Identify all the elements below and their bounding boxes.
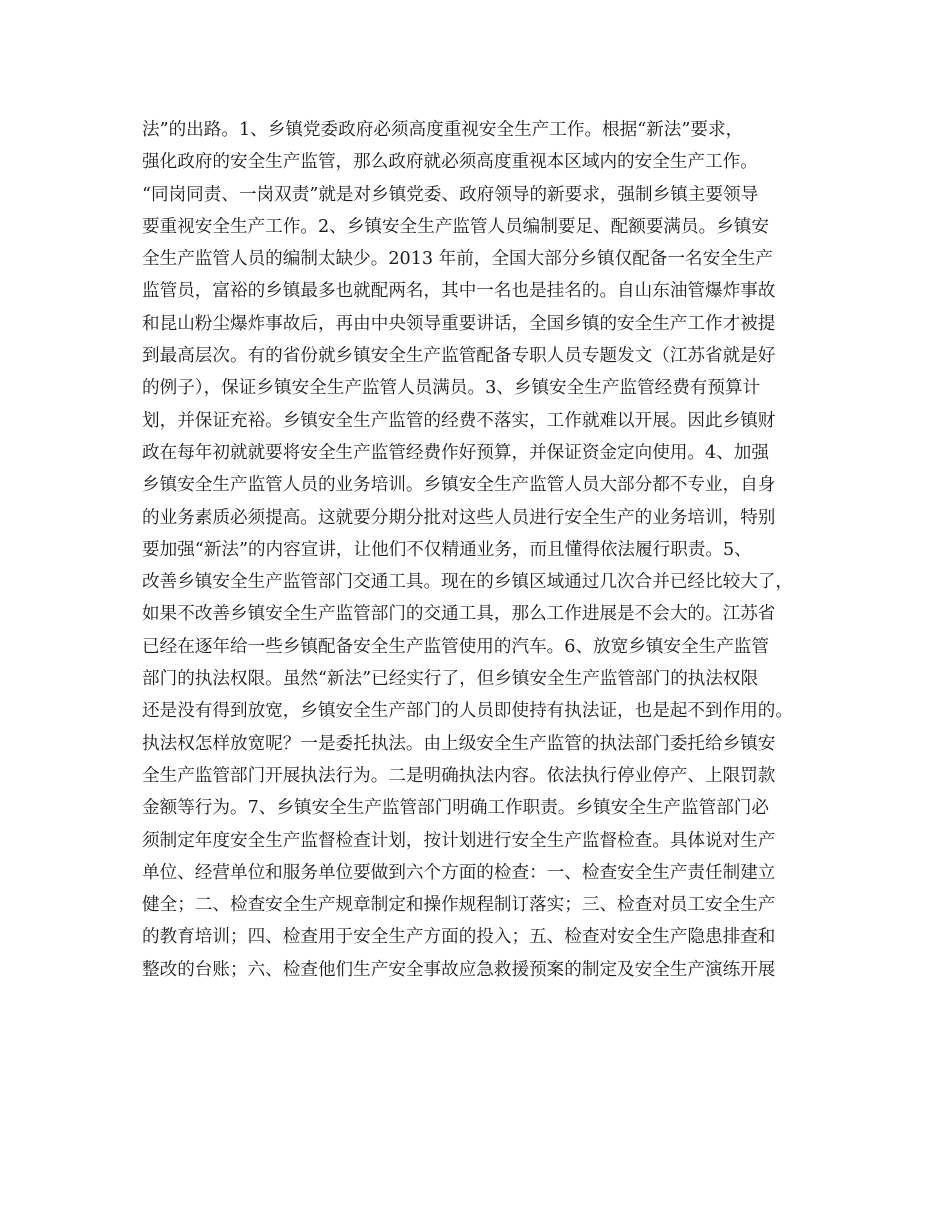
text-line-8: 到最高层次。有的省份就乡镇安全生产监管配备专职人员专题发文（江苏省就是好 bbox=[142, 346, 776, 367]
text-line-12: 乡镇安全生产监管人员的业务培训。乡镇安全生产监管人员大部分都不专业，自身 bbox=[142, 475, 776, 496]
text-line-17: 已经在逐年给一些乡镇配备安全生产监管使用的汽车。6、放宽乡镇安全生产监管 bbox=[142, 636, 769, 657]
text-line-19: 还是没有得到放宽，乡镇安全生产部门的人员即使持有执法证，也是起不到作用的。 bbox=[142, 701, 793, 722]
text-line-22: 金额等行为。7、乡镇安全生产监管部门明确工作职责。乡镇安全生产监管部门必 bbox=[142, 798, 769, 819]
text-line-11: 政在每年初就就要将安全生产监管经费作好预算，并保证资金定向使用。4、加强 bbox=[142, 442, 769, 463]
text-line-24: 单位、经营单位和服务单位要做到六个方面的检查：一、检查安全生产责任制建立 bbox=[142, 862, 776, 883]
text-line-26: 的教育培训；四、检查用于安全生产方面的投入；五、检查对安全生产隐患排查和 bbox=[142, 927, 776, 948]
text-line-27: 整改的台账；六、检查他们生产安全事故应急救援预案的制定及安全生产演练开展 bbox=[142, 959, 776, 980]
text-line-3: “同岗同责、一岗双责”就是对乡镇党委、政府领导的新要求，强制乡镇主要领导 bbox=[142, 184, 759, 205]
text-line-20: 执法权怎样放宽呢？一是委托执法。由上级安全生产监管的执法部门委托给乡镇安 bbox=[142, 733, 776, 754]
text-line-6: 监管员，富裕的乡镇最多也就配两名，其中一名也是挂名的。自山东油管爆炸事故 bbox=[142, 281, 776, 302]
text-line-13: 的业务素质必须提高。这就要分期分批对这些人员进行安全生产的业务培训，特别 bbox=[142, 507, 776, 528]
text-line-23: 须制定年度安全生产监督检查计划，按计划进行安全生产监督检查。具体说对生产 bbox=[142, 830, 776, 851]
body-text bbox=[142, 114, 832, 986]
text-line-15: 改善乡镇安全生产监管部门交通工具。现在的乡镇区域通过几次合并已经比较大了， bbox=[142, 572, 793, 593]
text-line-21: 全生产监管部门开展执法行为。二是明确执法内容。依法执行停业停产、上限罚款 bbox=[142, 765, 776, 786]
text-line-4: 要重视安全生产工作。2、乡镇安全生产监管人员编制要足、配额要满员。乡镇安 bbox=[142, 216, 769, 237]
text-line-9: 的例子），保证乡镇安全生产监管人员满员。3、乡镇安全生产监管经费有预算计 bbox=[142, 378, 761, 399]
text-line-7: 和昆山粉尘爆炸事故后，再由中央领导重要讲话，全国乡镇的安全生产工作才被提 bbox=[142, 313, 776, 334]
text-line-2: 强化政府的安全生产监管，那么政府就必须高度重视本区域内的安全生产工作。 bbox=[142, 152, 758, 173]
text-line-1: 法”的出路。1、乡镇党委政府必须高度重视安全生产工作。根据“新法”要求， bbox=[142, 120, 744, 140]
text-line-16: 如果不改善乡镇安全生产监管部门的交通工具，那么工作进展是不会大的。江苏省 bbox=[142, 604, 776, 625]
text-line-10: 划，并保证充裕。乡镇安全生产监管的经费不落实，工作就难以开展。因此乡镇财 bbox=[142, 410, 776, 431]
text-line-14: 要加强“新法”的内容宣讲，让他们不仅精通业务，而且懂得依法履行职责。5、 bbox=[142, 539, 752, 560]
text-line-5: 全生产监管人员的编制太缺少。2013 年前，全国大部分乡镇仅配备一名安全生产 bbox=[142, 249, 773, 270]
text-line-18: 部门的执法权限。虽然“新法”已经实行了，但乡镇安全生产监管部门的执法权限 bbox=[142, 669, 759, 690]
text-line-25: 健全；二、检查安全生产规章制定和操作规程制订落实；三、检查对员工安全生产 bbox=[142, 895, 776, 916]
